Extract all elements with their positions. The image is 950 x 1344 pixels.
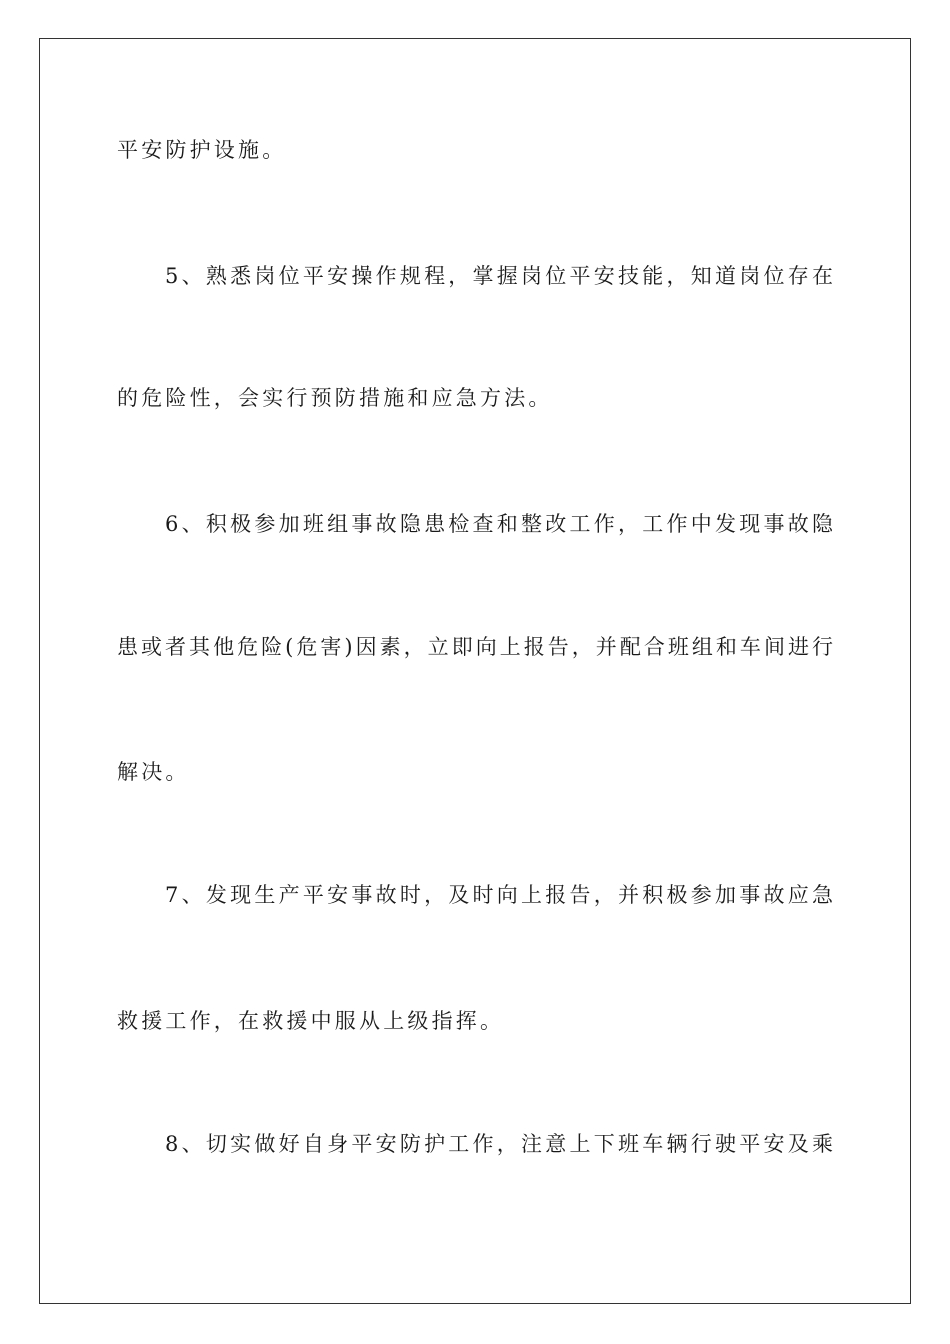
paragraph-5-line-2: 的危险性，会实行预防措施和应急方法。	[117, 386, 553, 410]
paragraph-6-line-2: 患或者其他危险(危害)因素，立即向上报告，并配合班组和车间进行	[117, 635, 833, 659]
page-border	[39, 38, 911, 1304]
paragraph-7-line-2: 救援工作，在救援中服从上级指挥。	[117, 1009, 505, 1033]
paragraph-5-line-1: 5、熟悉岗位平安操作规程，掌握岗位平安技能，知道岗位存在	[165, 264, 833, 288]
paragraph-6-line-1: 6、积极参加班组事故隐患检查和整改工作，工作中发现事故隐	[165, 512, 833, 536]
text-line-1: 平安防护设施。	[117, 138, 287, 162]
paragraph-6-line-3: 解决。	[117, 760, 190, 784]
paragraph-8-line-1: 8、切实做好自身平安防护工作，注意上下班车辆行驶平安及乘	[165, 1132, 833, 1156]
paragraph-7-line-1: 7、发现生产平安事故时，及时向上报告，并积极参加事故应急	[165, 883, 833, 907]
